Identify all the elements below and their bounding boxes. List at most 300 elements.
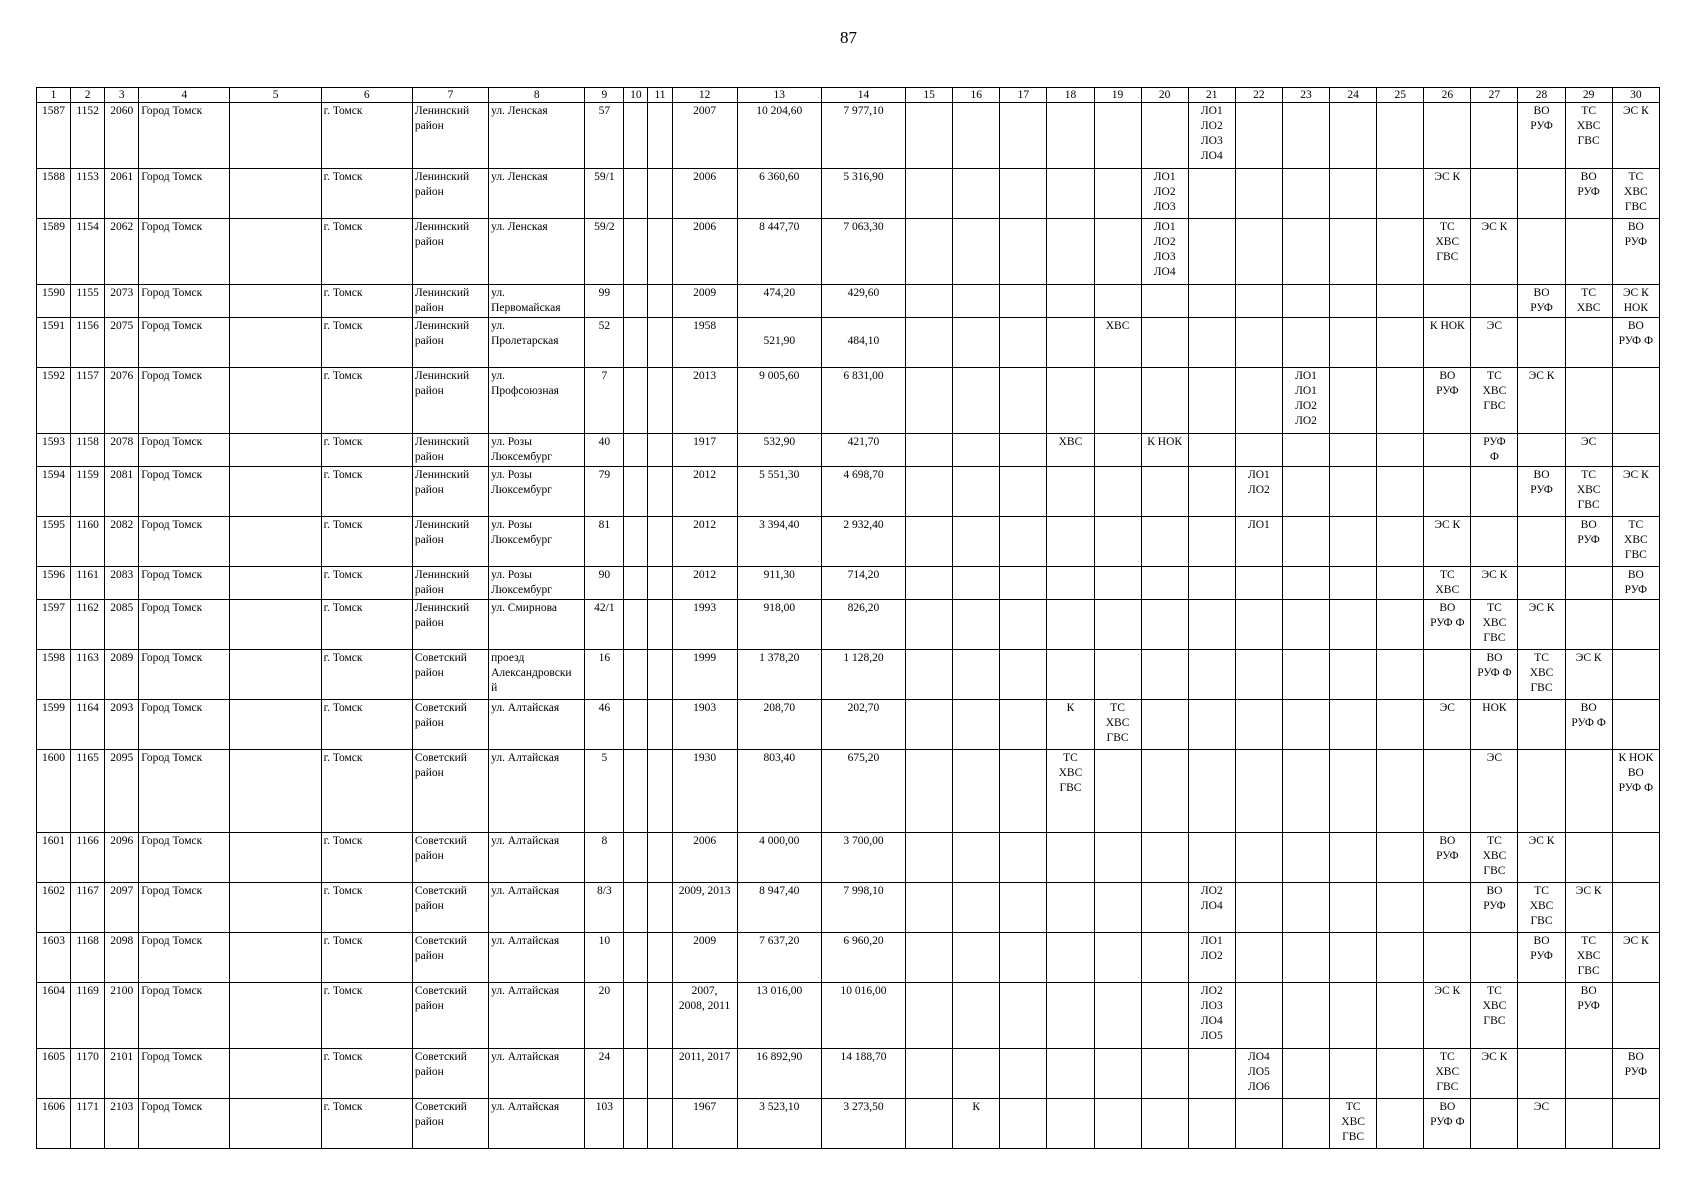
column-header-6: 6 [321,88,412,103]
cell-col-30 [1612,650,1659,700]
column-header-23: 23 [1282,88,1329,103]
cell-col-24: ТС ХВС ГВС [1330,1099,1377,1149]
cell-col-1: 1596 [37,567,71,600]
cell-col-24 [1330,600,1377,650]
cell-col-3: 2062 [105,219,139,285]
cell-col-27: ЭС [1471,750,1518,833]
column-header-5: 5 [230,88,321,103]
cell-col-27 [1471,103,1518,169]
cell-col-1: 1597 [37,600,71,650]
cell-col-4: Город Томск [139,285,230,318]
column-header-28: 28 [1518,88,1565,103]
cell-col-4: Город Томск [139,1049,230,1099]
cell-col-24 [1330,169,1377,219]
cell-col-23 [1282,517,1329,567]
cell-col-4: Город Томск [139,650,230,700]
cell-col-6: г. Томск [321,700,412,750]
cell-col-10 [624,833,648,883]
cell-col-26: ТС ХВС ГВС [1424,1049,1471,1099]
cell-col-7: Ленинский район [412,434,488,467]
cell-col-22 [1235,933,1282,983]
cell-col-5 [230,600,321,650]
cell-col-15 [906,700,953,750]
cell-col-6: г. Томск [321,368,412,434]
cell-col-14: 202,70 [821,700,905,750]
cell-col-8: ул. Розы Люксембург [489,467,585,517]
cell-col-26 [1424,103,1471,169]
cell-col-24 [1330,467,1377,517]
column-header-21: 21 [1188,88,1235,103]
cell-col-9: 24 [585,1049,624,1099]
cell-col-27: ВО РУФ [1471,883,1518,933]
cell-col-20 [1141,833,1188,883]
cell-col-15 [906,467,953,517]
cell-col-7: Советский район [412,1099,488,1149]
table-row [37,700,1660,750]
cell-col-14: 826,20 [821,600,905,650]
cell-col-23 [1282,983,1329,1049]
cell-col-10 [624,318,648,368]
table-row [37,1049,1660,1099]
cell-col-14: 10 016,00 [821,983,905,1049]
cell-col-16 [953,1049,1000,1099]
cell-col-22 [1235,600,1282,650]
cell-col-7: Ленинский район [412,600,488,650]
cell-col-23 [1282,169,1329,219]
cell-col-16 [953,169,1000,219]
cell-col-22 [1235,318,1282,368]
cell-col-13: 803,40 [737,750,821,833]
cell-col-15 [906,318,953,368]
cell-col-25 [1377,750,1424,833]
cell-col-21: ЛО1 ЛО2 ЛО3 ЛО4 [1188,103,1235,169]
cell-col-19: ТС ХВС ГВС [1094,700,1141,750]
cell-col-3: 2060 [105,103,139,169]
cell-col-5 [230,833,321,883]
cell-col-25 [1377,700,1424,750]
cell-col-28: ВО РУФ [1518,285,1565,318]
cell-col-14: 7 977,10 [821,103,905,169]
cell-col-16 [953,517,1000,567]
cell-col-14: 6 831,00 [821,368,905,434]
cell-col-10 [624,883,648,933]
cell-col-21 [1188,1049,1235,1099]
cell-col-24 [1330,368,1377,434]
cell-col-1: 1599 [37,700,71,750]
cell-col-25 [1377,1099,1424,1149]
cell-col-13: 5 551,30 [737,467,821,517]
cell-col-22 [1235,883,1282,933]
cell-col-24 [1330,983,1377,1049]
cell-col-1: 1589 [37,219,71,285]
cell-col-25 [1377,467,1424,517]
cell-col-29 [1565,1049,1612,1099]
cell-col-11 [648,750,672,833]
cell-col-9: 40 [585,434,624,467]
cell-col-30: ТС ХВС ГВС [1612,169,1659,219]
cell-col-10 [624,103,648,169]
cell-col-11 [648,434,672,467]
cell-col-16 [953,285,1000,318]
cell-col-10 [624,983,648,1049]
cell-col-10 [624,219,648,285]
cell-col-23 [1282,1099,1329,1149]
cell-col-7: Ленинский район [412,285,488,318]
cell-col-28 [1518,1049,1565,1099]
cell-col-6: г. Томск [321,983,412,1049]
cell-col-10 [624,169,648,219]
cell-col-21 [1188,285,1235,318]
cell-col-25 [1377,103,1424,169]
cell-col-28 [1518,517,1565,567]
cell-col-24 [1330,700,1377,750]
cell-col-30: ВО РУФ Ф [1612,318,1659,368]
cell-col-9: 7 [585,368,624,434]
cell-col-14: 5 316,90 [821,169,905,219]
cell-col-26: ВО РУФ Ф [1424,600,1471,650]
cell-col-2: 1152 [71,103,105,169]
cell-col-27: ЭС [1471,318,1518,368]
cell-col-20 [1141,933,1188,983]
cell-col-7: Ленинский район [412,467,488,517]
cell-col-30: К НОК ВО РУФ Ф [1612,750,1659,833]
cell-col-7: Ленинский район [412,103,488,169]
cell-col-14: 4 698,70 [821,467,905,517]
cell-col-9: 46 [585,700,624,750]
cell-col-3: 2083 [105,567,139,600]
cell-col-22 [1235,103,1282,169]
cell-col-29 [1565,567,1612,600]
cell-col-27: РУФ Ф [1471,434,1518,467]
cell-col-30: ЭС К [1612,467,1659,517]
cell-col-9: 59/2 [585,219,624,285]
cell-col-24 [1330,434,1377,467]
cell-col-1: 1591 [37,318,71,368]
cell-col-5 [230,434,321,467]
cell-col-28 [1518,219,1565,285]
cell-col-18 [1047,285,1094,318]
cell-col-2: 1167 [71,883,105,933]
table-row [37,567,1660,600]
cell-col-16 [953,368,1000,434]
cell-col-1: 1595 [37,517,71,567]
table-row [37,318,1660,368]
cell-col-11 [648,103,672,169]
cell-col-2: 1159 [71,467,105,517]
cell-col-24 [1330,567,1377,600]
cell-col-8: ул. Алтайская [489,983,585,1049]
cell-col-6: г. Томск [321,833,412,883]
cell-col-26 [1424,434,1471,467]
cell-col-5 [230,750,321,833]
cell-col-14: 14 188,70 [821,1049,905,1099]
cell-col-17 [1000,434,1047,467]
cell-col-13: 532,90 [737,434,821,467]
cell-col-28: ЭС К [1518,833,1565,883]
cell-col-10 [624,434,648,467]
cell-col-6: г. Томск [321,318,412,368]
cell-col-20: К НОК [1141,434,1188,467]
cell-col-2: 1158 [71,434,105,467]
cell-col-19 [1094,368,1141,434]
cell-col-27: ЭС К [1471,1049,1518,1099]
cell-col-23 [1282,467,1329,517]
cell-col-21 [1188,1099,1235,1149]
cell-col-12: 2007, 2008, 2011 [672,983,737,1049]
cell-col-13: 3 523,10 [737,1099,821,1149]
cell-col-23 [1282,700,1329,750]
cell-col-6: г. Томск [321,517,412,567]
cell-col-16 [953,103,1000,169]
cell-col-17 [1000,983,1047,1049]
cell-col-25 [1377,650,1424,700]
cell-col-24 [1330,219,1377,285]
cell-col-18 [1047,1099,1094,1149]
cell-col-25 [1377,434,1424,467]
cell-col-23 [1282,833,1329,883]
cell-col-22 [1235,567,1282,600]
cell-col-20 [1141,1099,1188,1149]
cell-col-8: ул. Розы Люксембург [489,434,585,467]
cell-col-5 [230,318,321,368]
cell-col-29 [1565,1099,1612,1149]
cell-col-4: Город Томск [139,169,230,219]
cell-col-27 [1471,1099,1518,1149]
cell-col-9: 8/3 [585,883,624,933]
cell-col-9: 79 [585,467,624,517]
cell-col-6: г. Томск [321,883,412,933]
cell-col-11 [648,933,672,983]
cell-col-27 [1471,467,1518,517]
cell-col-12: 1917 [672,434,737,467]
cell-col-25 [1377,517,1424,567]
cell-col-15 [906,883,953,933]
cell-col-30: ВО РУФ [1612,219,1659,285]
cell-col-14: 675,20 [821,750,905,833]
cell-col-14: 484,10 [821,318,905,368]
cell-col-13: 8 447,70 [737,219,821,285]
cell-col-17 [1000,700,1047,750]
cell-col-25 [1377,318,1424,368]
cell-col-5 [230,700,321,750]
cell-col-17 [1000,103,1047,169]
cell-col-28 [1518,169,1565,219]
column-header-9: 9 [585,88,624,103]
cell-col-14: 3 700,00 [821,833,905,883]
cell-col-21 [1188,600,1235,650]
cell-col-12: 2007 [672,103,737,169]
cell-col-21 [1188,169,1235,219]
cell-col-30: ВО РУФ [1612,567,1659,600]
cell-col-22 [1235,833,1282,883]
cell-col-29 [1565,368,1612,434]
cell-col-7: Ленинский район [412,169,488,219]
cell-col-23 [1282,567,1329,600]
cell-col-1: 1594 [37,467,71,517]
cell-col-3: 2097 [105,883,139,933]
cell-col-22 [1235,219,1282,285]
cell-col-27: ТС ХВС ГВС [1471,600,1518,650]
table-row [37,285,1660,318]
cell-col-7: Советский район [412,750,488,833]
cell-col-26 [1424,750,1471,833]
cell-col-15 [906,833,953,883]
cell-col-27: ЭС К [1471,567,1518,600]
cell-col-3: 2089 [105,650,139,700]
cell-col-29: ТС ХВС ГВС [1565,103,1612,169]
cell-col-24 [1330,318,1377,368]
cell-col-28: ВО РУФ [1518,103,1565,169]
cell-col-14: 3 273,50 [821,1099,905,1149]
cell-col-6: г. Томск [321,1049,412,1099]
cell-col-6: г. Томск [321,567,412,600]
cell-col-15 [906,219,953,285]
cell-col-10 [624,750,648,833]
cell-col-22: ЛО4 ЛО5 ЛО6 [1235,1049,1282,1099]
cell-col-2: 1166 [71,833,105,883]
cell-col-18: ТС ХВС ГВС [1047,750,1094,833]
column-header-8: 8 [489,88,585,103]
cell-col-4: Город Томск [139,933,230,983]
cell-col-19 [1094,883,1141,933]
cell-col-1: 1600 [37,750,71,833]
column-header-4: 4 [139,88,230,103]
cell-col-7: Советский район [412,700,488,750]
cell-col-5 [230,103,321,169]
cell-col-2: 1157 [71,368,105,434]
cell-col-26: ТС ХВС ГВС [1424,219,1471,285]
cell-col-30 [1612,883,1659,933]
cell-col-10 [624,567,648,600]
cell-col-18 [1047,219,1094,285]
cell-col-8: ул. Алтайская [489,883,585,933]
cell-col-29 [1565,600,1612,650]
cell-col-17 [1000,933,1047,983]
cell-col-28 [1518,983,1565,1049]
cell-col-29: ТС ХВС [1565,285,1612,318]
cell-col-6: г. Томск [321,103,412,169]
cell-col-25 [1377,983,1424,1049]
cell-col-16 [953,318,1000,368]
cell-col-30 [1612,833,1659,883]
cell-col-11 [648,368,672,434]
cell-col-4: Город Томск [139,833,230,883]
cell-col-27 [1471,285,1518,318]
cell-col-11 [648,169,672,219]
cell-col-11 [648,285,672,318]
cell-col-28 [1518,750,1565,833]
cell-col-14: 429,60 [821,285,905,318]
cell-col-5 [230,368,321,434]
cell-col-11 [648,567,672,600]
cell-col-16 [953,219,1000,285]
table-row [37,467,1660,517]
table-row [37,883,1660,933]
cell-col-18 [1047,517,1094,567]
column-header-13: 13 [737,88,821,103]
column-header-26: 26 [1424,88,1471,103]
cell-col-1: 1598 [37,650,71,700]
cell-col-6: г. Томск [321,600,412,650]
cell-col-13: 521,90 [737,318,821,368]
cell-col-26: К НОК [1424,318,1471,368]
cell-col-27: ВО РУФ Ф [1471,650,1518,700]
cell-col-15 [906,103,953,169]
cell-col-17 [1000,285,1047,318]
cell-col-8: ул. Пролетарская [489,318,585,368]
cell-col-15 [906,517,953,567]
cell-col-14: 1 128,20 [821,650,905,700]
cell-col-19 [1094,750,1141,833]
cell-col-7: Советский район [412,1049,488,1099]
cell-col-28: ТС ХВС ГВС [1518,650,1565,700]
cell-col-18 [1047,600,1094,650]
cell-col-5 [230,1049,321,1099]
cell-col-29 [1565,219,1612,285]
cell-col-20 [1141,750,1188,833]
cell-col-3: 2098 [105,933,139,983]
cell-col-2: 1160 [71,517,105,567]
cell-col-1: 1590 [37,285,71,318]
cell-col-14: 6 960,20 [821,933,905,983]
cell-col-9: 81 [585,517,624,567]
cell-col-25 [1377,833,1424,883]
column-header-22: 22 [1235,88,1282,103]
table-row [37,650,1660,700]
table-row [37,750,1660,833]
cell-col-18 [1047,169,1094,219]
cell-col-12: 2006 [672,219,737,285]
column-header-row [37,88,1660,103]
cell-col-19 [1094,833,1141,883]
column-header-10: 10 [624,88,648,103]
cell-col-12: 2009, 2013 [672,883,737,933]
cell-col-15 [906,600,953,650]
cell-col-28 [1518,700,1565,750]
cell-col-24 [1330,650,1377,700]
cell-col-5 [230,933,321,983]
cell-col-19 [1094,285,1141,318]
cell-col-21 [1188,700,1235,750]
cell-col-20 [1141,567,1188,600]
cell-col-8: ул. Ленская [489,219,585,285]
cell-col-1: 1605 [37,1049,71,1099]
cell-col-1: 1593 [37,434,71,467]
cell-col-22 [1235,750,1282,833]
cell-col-6: г. Томск [321,467,412,517]
cell-col-20 [1141,318,1188,368]
cell-col-17 [1000,883,1047,933]
cell-col-13: 918,00 [737,600,821,650]
cell-col-8: ул. Алтайская [489,833,585,883]
cell-col-26 [1424,883,1471,933]
cell-col-16: К [953,1099,1000,1149]
cell-col-25 [1377,368,1424,434]
cell-col-20 [1141,368,1188,434]
table-row [37,169,1660,219]
cell-col-19 [1094,467,1141,517]
cell-col-3: 2095 [105,750,139,833]
cell-col-20 [1141,467,1188,517]
cell-col-5 [230,567,321,600]
cell-col-29: ВО РУФ [1565,983,1612,1049]
cell-col-9: 90 [585,567,624,600]
cell-col-17 [1000,567,1047,600]
cell-col-26 [1424,650,1471,700]
cell-col-12: 2011, 2017 [672,1049,737,1099]
cell-col-2: 1169 [71,983,105,1049]
cell-col-5 [230,467,321,517]
